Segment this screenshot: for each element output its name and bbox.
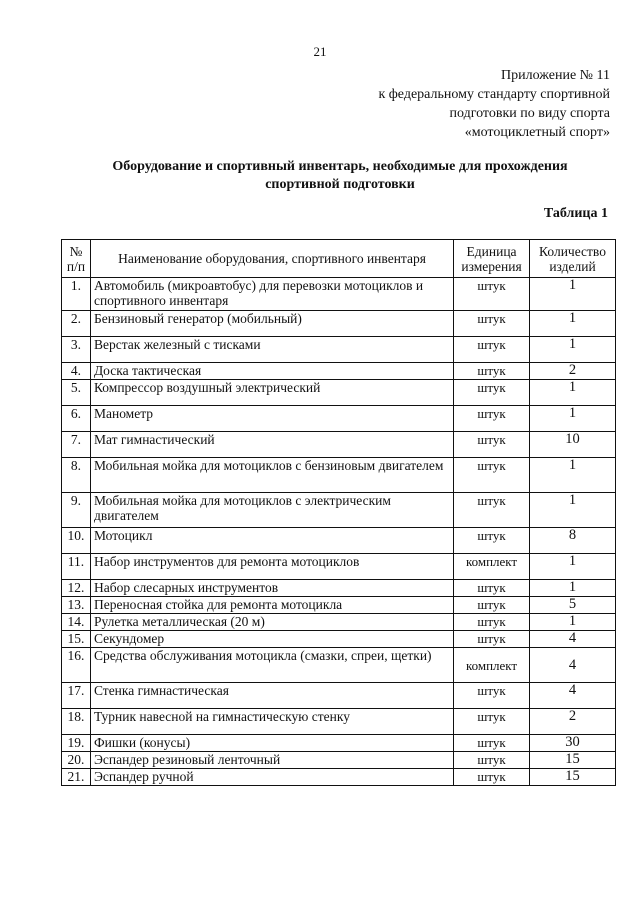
row-number: 18. [62,709,91,735]
row-unit: штук [454,614,530,631]
row-number: 10. [62,528,91,554]
row-number: 6. [62,406,91,432]
table-row [62,337,616,363]
row-name: Мат гимнастический [90,432,453,458]
row-quantity: 1 [530,337,616,363]
row-unit: комплект [454,648,530,683]
row-name: Мотоцикл [90,528,453,554]
row-name: Мобильная мойка для мотоциклов с электрическим двигателем [90,493,453,528]
row-unit: комплект [454,554,530,580]
row-unit: штук [454,580,530,597]
row-unit: штук [454,432,530,458]
row-unit: штук [454,458,530,493]
row-unit: штук [454,278,530,311]
table-row [62,278,616,311]
row-number: 14. [62,614,91,631]
table-row [62,363,616,380]
row-quantity: 2 [530,363,616,380]
row-number: 7. [62,432,91,458]
row-name: Верстак железный с тисками [90,337,453,363]
table-row [62,406,616,432]
annex-line-1: Приложение № 11 [501,68,610,83]
row-quantity: 4 [530,648,616,683]
row-quantity: 1 [530,278,616,311]
row-name: Секундомер [90,631,453,648]
row-number: 9. [62,493,91,528]
row-name: Стенка гимнастическая [90,683,453,709]
table-row [62,631,616,648]
row-number: 21. [62,769,91,786]
row-number: 12. [62,580,91,597]
document-title-line-1: Оборудование и спортивный инвентарь, необходимые для прохождения [112,159,568,174]
row-number: 5. [62,380,91,406]
row-name: Набор инструментов для ремонта мотоциклов [90,554,453,580]
row-unit: штук [454,337,530,363]
row-unit: штук [454,597,530,614]
row-unit: штук [454,752,530,769]
row-quantity: 2 [530,709,616,735]
header-quantity: Количество изделий [530,240,616,278]
table-row [62,432,616,458]
row-quantity: 5 [530,597,616,614]
row-unit: штук [454,406,530,432]
row-unit: штук [454,363,530,380]
row-name: Средства обслуживания мотоцикла (смазки, спреи, щетки) [90,648,453,683]
row-name: Бензиновый генератор (мобильный) [90,311,453,337]
table-row [62,709,616,735]
annex-line-2: к федеральному стандарту спортивной [378,87,610,102]
table-row [62,311,616,337]
row-quantity: 15 [530,769,616,786]
row-number: 1. [62,278,91,311]
table-row [62,597,616,614]
row-number: 3. [62,337,91,363]
row-name: Набор слесарных инструментов [90,580,453,597]
row-name: Турник навесной на гимнастическую стенку [90,709,453,735]
row-quantity: 1 [530,493,616,528]
row-name: Эспандер резиновый ленточный [90,752,453,769]
row-name: Переносная стойка для ремонта мотоцикла [90,597,453,614]
equipment-table [61,239,616,786]
row-quantity: 1 [530,458,616,493]
table-row [62,554,616,580]
row-unit: штук [454,380,530,406]
row-unit: штук [454,311,530,337]
table-row [62,493,616,528]
table-row [62,769,616,786]
page-number: 21 [313,44,327,59]
row-name: Манометр [90,406,453,432]
header-name: Наименование оборудования, спортивного инвентаря [90,240,453,278]
row-quantity: 4 [530,683,616,709]
table-row [62,458,616,493]
row-number: 4. [62,363,91,380]
annex-line-4: «мотоциклетный спорт» [464,125,610,140]
row-quantity: 10 [530,432,616,458]
row-number: 13. [62,597,91,614]
row-unit: штук [454,769,530,786]
annex-header [378,66,610,142]
row-name: Компрессор воздушный электрический [90,380,453,406]
table-row [62,752,616,769]
row-quantity: 30 [530,735,616,752]
row-quantity: 1 [530,380,616,406]
table-header-row [62,240,616,278]
row-name: Мобильная мойка для мотоциклов с бензиновым двигателем [90,458,453,493]
row-unit: штук [454,709,530,735]
header-unit: Единица измерения [454,240,530,278]
row-unit: штук [454,528,530,554]
row-number: 20. [62,752,91,769]
row-name: Доска тактическая [90,363,453,380]
row-unit: штук [454,735,530,752]
table-row [62,614,616,631]
row-unit: штук [454,493,530,528]
annex-line-3: подготовки по виду спорта [449,106,610,121]
row-number: 11. [62,554,91,580]
row-quantity: 1 [530,406,616,432]
row-name: Фишки (конусы) [90,735,453,752]
row-quantity: 1 [530,554,616,580]
row-name: Эспандер ручной [90,769,453,786]
row-quantity: 15 [530,752,616,769]
table-row [62,735,616,752]
table-body [62,278,616,786]
row-number: 17. [62,683,91,709]
row-quantity: 1 [530,580,616,597]
row-unit: штук [454,683,530,709]
row-number: 19. [62,735,91,752]
document-title-line-2: спортивной подготовки [265,177,415,192]
row-name: Автомобиль (микроавтобус) для перевозки мотоциклов и спортивного инвентаря [90,278,453,311]
row-number: 8. [62,458,91,493]
row-quantity: 8 [530,528,616,554]
row-quantity: 4 [530,631,616,648]
table-row [62,380,616,406]
table-row [62,683,616,709]
document-title [60,158,620,194]
row-quantity: 1 [530,311,616,337]
row-number: 2. [62,311,91,337]
table-row [62,528,616,554]
table-label: Таблица 1 [543,206,608,221]
header-number: № п/п [62,240,91,278]
row-number: 16. [62,648,91,683]
row-quantity: 1 [530,614,616,631]
table-row [62,580,616,597]
row-number: 15. [62,631,91,648]
row-name: Рулетка металлическая (20 м) [90,614,453,631]
row-unit: штук [454,631,530,648]
table-row [62,648,616,683]
